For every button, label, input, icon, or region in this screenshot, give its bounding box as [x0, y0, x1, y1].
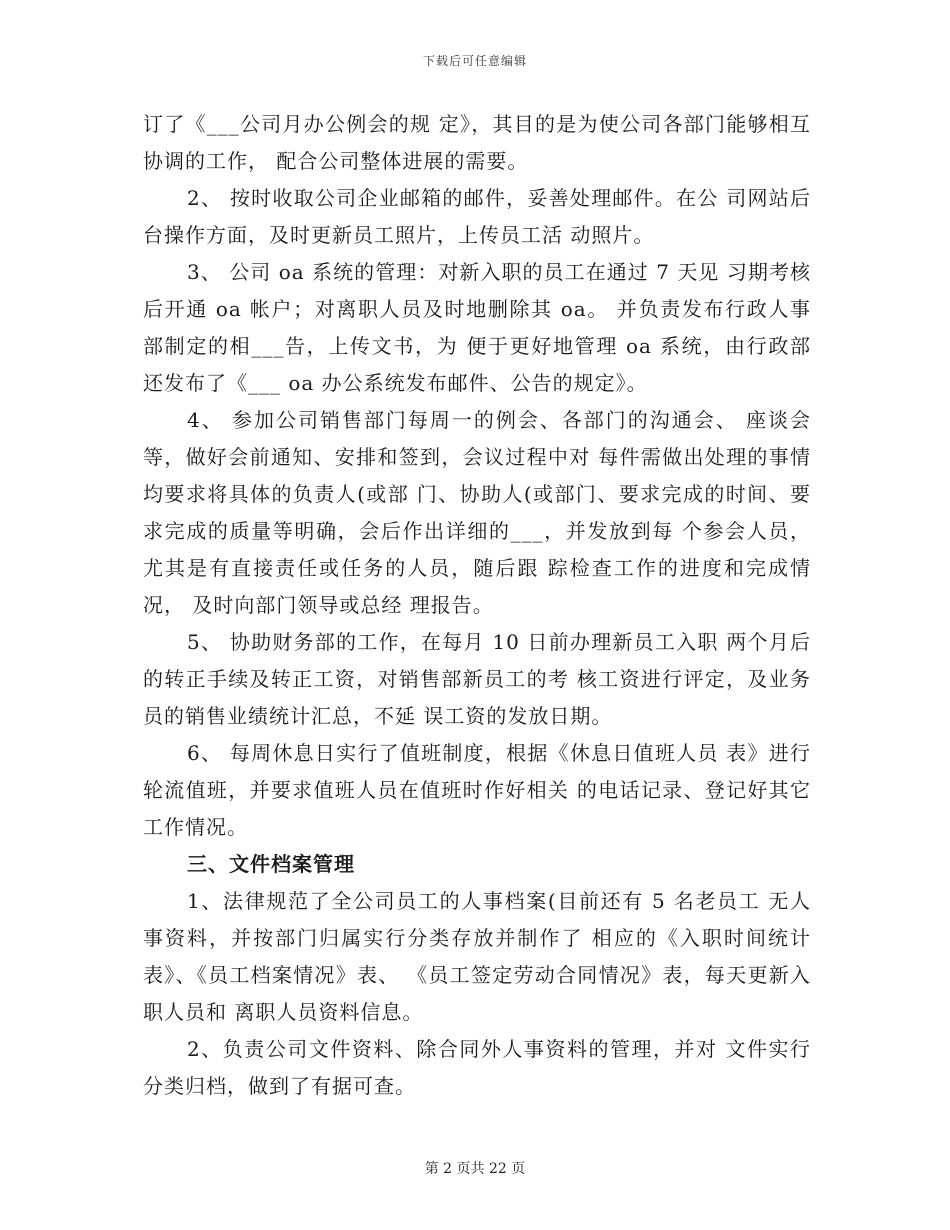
- paragraph-item-2: 2、 按时收取公司企业邮箱的邮件，妥善处理邮件。在公 司网站后台操作方面，及时更新员工照片，上传员工活 动照片。: [143, 186, 811, 247]
- paragraph-item-6: 6、 每周休息日实行了值班制度，根据《休息日值班人员 表》进行轮流值班，并要求值班人员在值班时作好相关 的电话记录、登记好其它工作情况。: [143, 741, 811, 839]
- section-paragraph-2: 2、负责公司文件资料、除合同外人事资料的管理，并对 文件实行分类归档，做到了有据可查。: [143, 1037, 811, 1098]
- document-body: [143, 106, 811, 1105]
- page-header: 下载后可任意编辑: [422, 54, 527, 68]
- paragraph-item-5: 5、 协助财务部的工作，在每月 10 日前办理新员工入职 两个月后的转正手续及转正工资，对销售部新员工的考 核工资进行评定，及业务员的销售业绩统计汇总，不延 误工资的发放日期。: [143, 630, 811, 728]
- section-paragraph-1: 1、法律规范了全公司员工的人事档案(目前还有 5 名老员工 无人事资料，并按部门归属实行分类存放并制作了 相应的《入职时间统计表》、《员工档案情况》表、 《员工签定劳动合同情况》表，每天更新入职人员和 离职人员资料信息。: [143, 889, 811, 1024]
- page-footer: 第 2 页共 22 页: [424, 1161, 526, 1177]
- section-heading: 三、文件档案管理: [187, 852, 355, 876]
- paragraph-continuation: 订了《___公司月办公例会的规 定》，其目的是为使公司各部门能够相互协调的工作， 配合公司整体进展的需要。: [143, 112, 811, 173]
- paragraph-item-4: 4、 参加公司销售部门每周一的例会、各部门的沟通会、 座谈会等，做好会前通知、安排和签到，会议过程中对 每件需做出处理的事情均要求将具体的负责人(或部 门、协助人(或部门、要求完成的时间、要求完成的质量等明确，会后作出详细的___，并发放到每 个参会人员，尤其是有直接责任或任务的人员，随后跟 踪检查工作的进度和完成情况， 及时向部门领导或总经 理报告。: [143, 408, 811, 617]
- paragraph-item-3: 3、 公司 oa 系统的管理：对新入职的员工在通过 7 天见 习期考核后开通 oa 帐户；对离职人员及时地删除其 oa。 并负责发布行政人事部制定的相___告，上传文书，为 便于更好地管理 oa 系统，由行政部还发布了《___ oa 办公系统发布邮件、公告的规定》。: [143, 260, 811, 395]
